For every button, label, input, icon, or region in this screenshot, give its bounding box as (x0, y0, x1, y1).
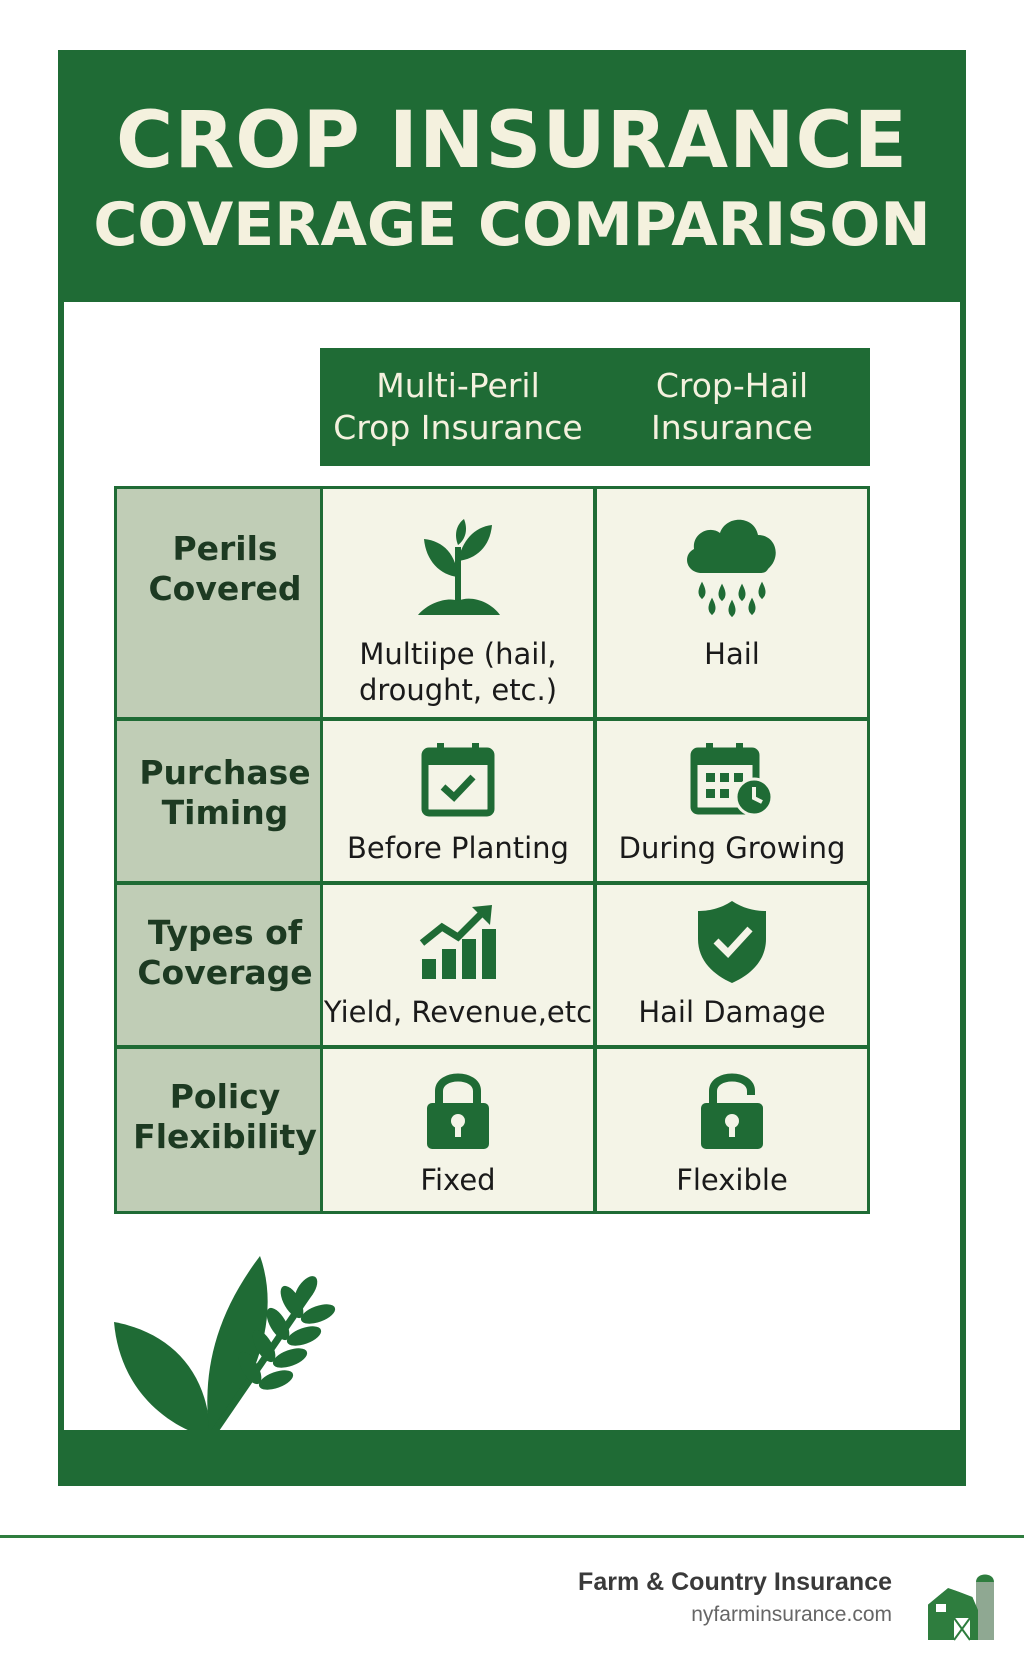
cell-timing-hail (594, 718, 870, 884)
row-header-line2: Flexibility (133, 1117, 317, 1156)
column-header-mpci-line1: Multi-Peril (376, 366, 540, 405)
calendar-check-icon (421, 741, 495, 817)
cell-timing-mpci (320, 718, 596, 884)
title-line-1: CROP INSURANCE (116, 96, 908, 186)
leaf-wheat-decoration-icon (110, 1252, 360, 1448)
cell-text-line2: drought, etc.) (358, 673, 558, 707)
lock-open-icon (699, 1067, 765, 1151)
cell-flexibility-mpci (320, 1046, 596, 1214)
cell-text-line1: Multiipe (hail, (359, 637, 557, 671)
column-header-crop-hail (594, 348, 870, 466)
barn-logo-icon (924, 1570, 998, 1642)
cell-perils-mpci (320, 486, 596, 720)
title-line-2: COVERAGE COMPARISON (93, 190, 931, 260)
cell-coverage-mpci (320, 882, 596, 1048)
row-header-line1: Policy (169, 1077, 281, 1116)
cell-text-line1: Hail (704, 637, 760, 671)
cell-text-line1: Hail Damage (638, 995, 826, 1029)
row-header-line2: Coverage (137, 953, 313, 992)
row-header-line2: Covered (148, 569, 302, 608)
row-header-line1: Perils (172, 529, 278, 568)
column-header-mpci (320, 348, 596, 466)
row-header-perils-covered (114, 486, 336, 720)
bottom-banner (58, 1430, 966, 1486)
rain-cloud-icon (680, 507, 784, 617)
brand-url: nyfarminsurance.com (691, 1603, 892, 1626)
column-header-mpci-line2: Crop Insurance (333, 408, 583, 447)
row-header-line2: Timing (161, 793, 289, 832)
comparison-table (114, 348, 922, 1238)
cell-perils-hail (594, 486, 870, 720)
cell-flexibility-hail (594, 1046, 870, 1214)
row-header-line1: Purchase (139, 753, 311, 792)
row-header-types-of-coverage (114, 882, 336, 1048)
row-header-purchase-timing (114, 718, 336, 884)
shield-check-icon (696, 899, 768, 985)
column-header-hail-line2: Insurance (651, 408, 813, 447)
row-header-policy-flexibility (114, 1046, 336, 1214)
calendar-clock-icon (690, 741, 774, 817)
bar-chart-trend-icon (418, 903, 498, 981)
cell-text-line1: During Growing (618, 831, 846, 865)
brand-name: Farm & Country Insurance (578, 1568, 892, 1596)
plant-sprout-icon (410, 517, 506, 621)
cell-text-line1: Yield, Revenue,etc (323, 995, 593, 1029)
cell-text-line1: Flexible (676, 1163, 788, 1197)
column-header-hail-line1: Crop-Hail (655, 366, 809, 405)
cell-text-line1: Fixed (420, 1163, 496, 1197)
title-banner (58, 50, 966, 302)
lock-closed-icon (425, 1067, 491, 1151)
footer-divider (0, 1535, 1024, 1538)
cell-text-line1: Before Planting (347, 831, 569, 865)
cell-coverage-hail (594, 882, 870, 1048)
infographic-poster (58, 50, 966, 1486)
brand-block (578, 1568, 892, 1627)
row-header-line1: Types of (147, 913, 303, 952)
